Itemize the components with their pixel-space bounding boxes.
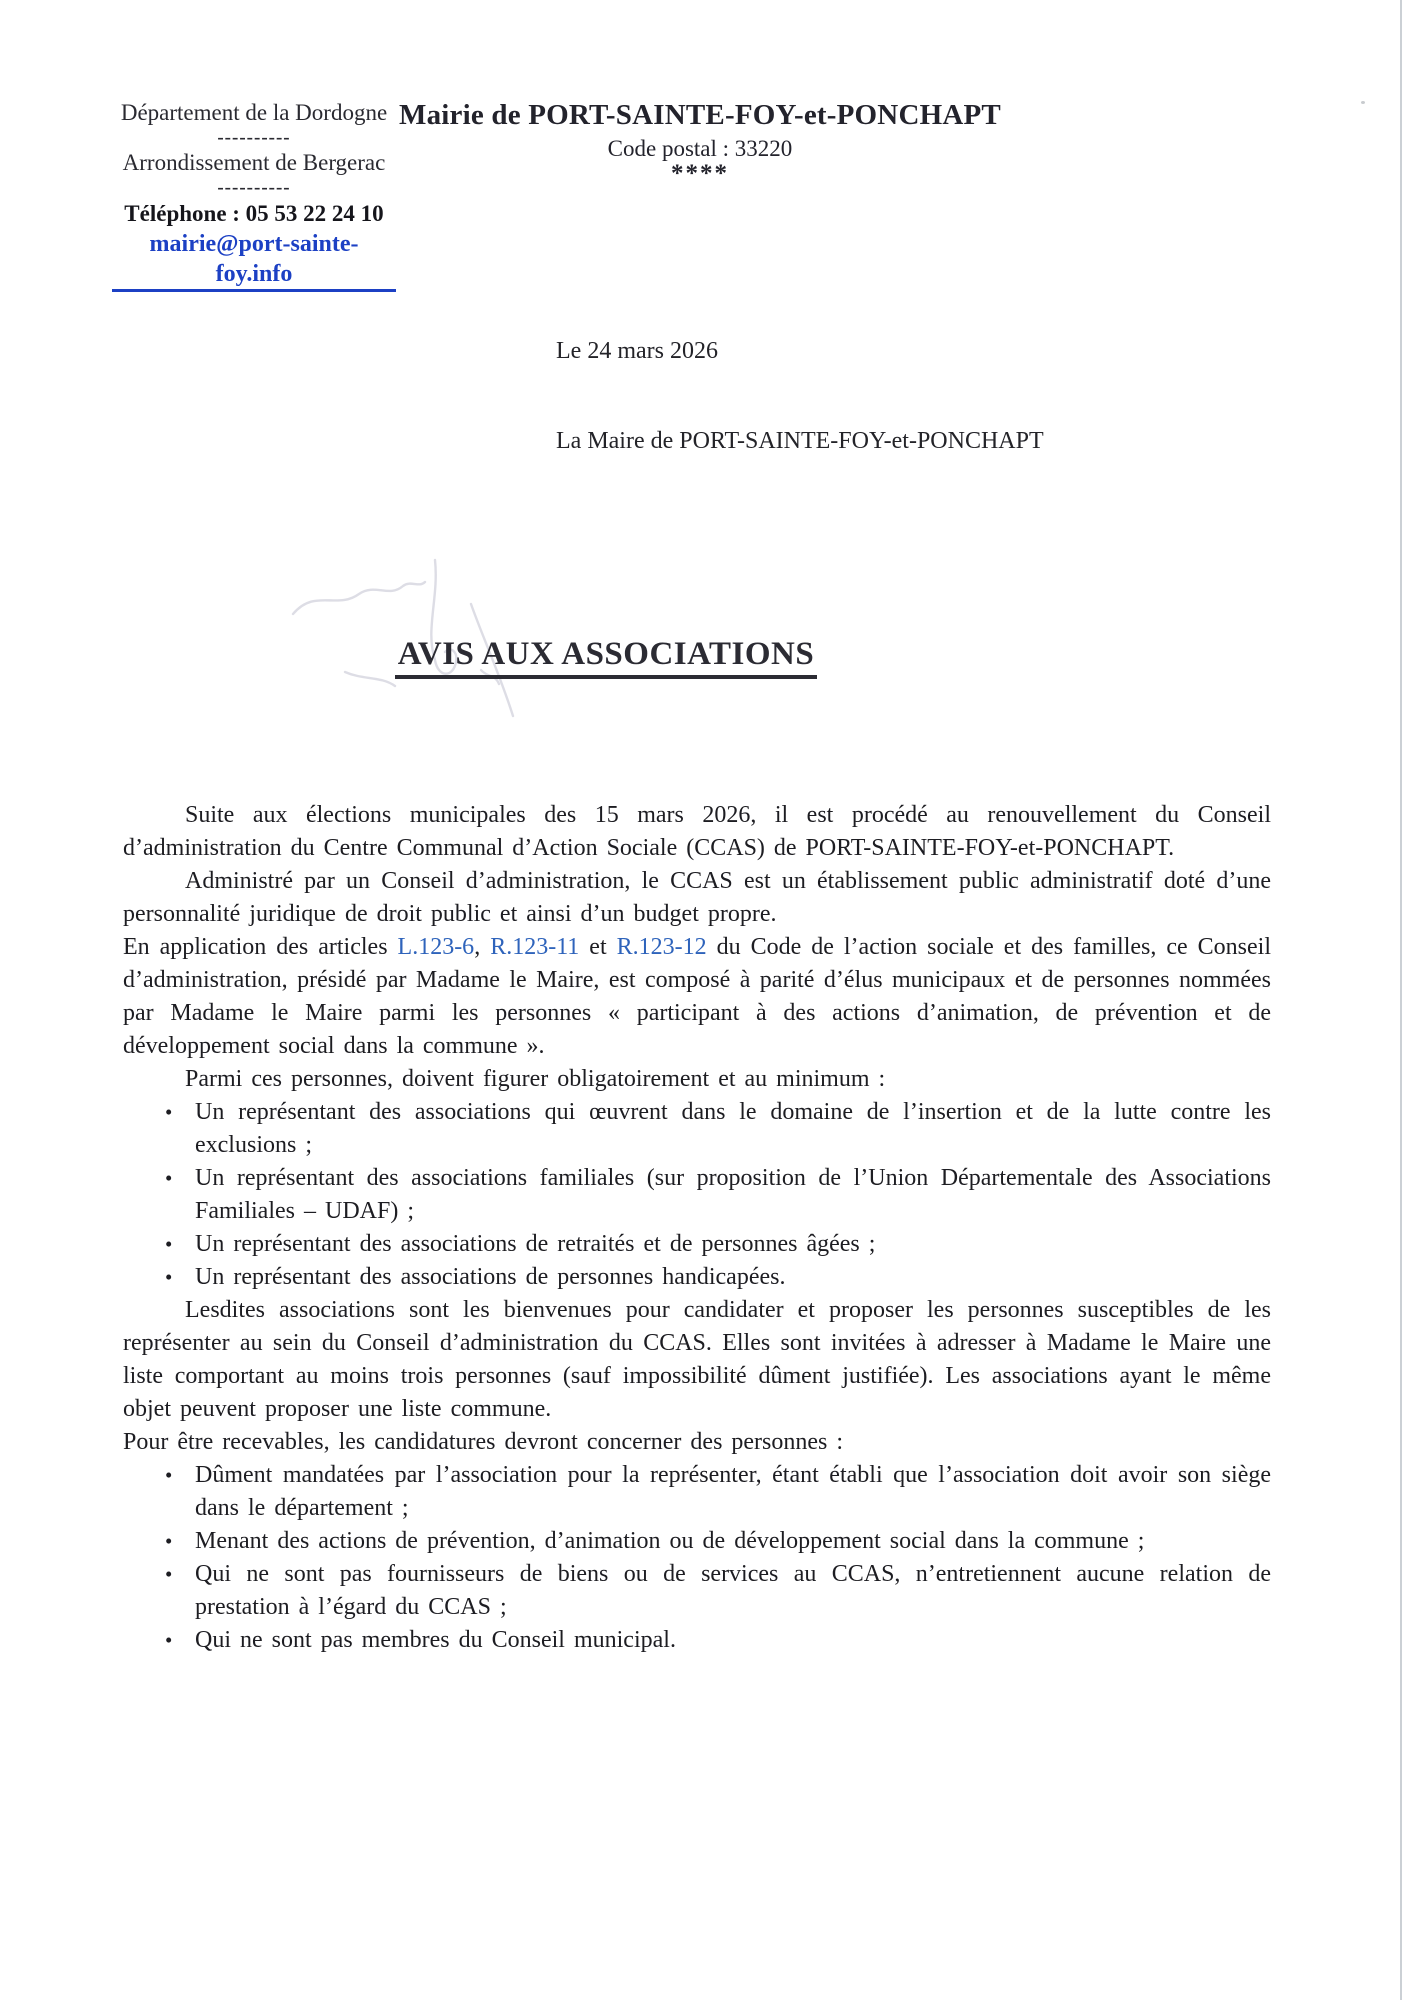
list-item (123, 1096, 1271, 1162)
paragraph-application-sep1: , (474, 934, 491, 960)
date-line: Le 24 mars 2026 (556, 338, 718, 364)
eligibility-conditions-list (123, 1459, 1271, 1657)
paragraph-lesdites: Lesdites associations sont les bienvenues pour candidater et proposer les personnes susceptibles de les représenter au sein du Conseil d’administration du CCAS. Elles sont invitées à adresser à Madame le Maire une liste comportant au moins trois personnes (sauf impossibilité dûment justifiée). Les associations ayant le même objet peuvent proposer une liste commune. (123, 1297, 1271, 1422)
paragraph-application (123, 931, 1271, 1063)
list-item (123, 1261, 1271, 1294)
bullet-icon: • (165, 1463, 173, 1487)
list-item (123, 1558, 1271, 1624)
bullet-icon: • (165, 1529, 173, 1553)
department-line: Département de la Dordogne (120, 100, 388, 125)
list-item (123, 1162, 1271, 1228)
list-item (123, 1459, 1271, 1525)
bullet-icon: • (165, 1562, 173, 1586)
letterhead-left (112, 98, 396, 292)
paragraph-renouvellement: Suite aux élections municipales des 15 mars 2026, il est procédé au renouvellement du Conseil d’administration du Centre Communal d’Action Sociale (CCAS) de PORT-SAINTE-FOY-et-PONCHAPT. (123, 802, 1271, 861)
paragraph-application-pre: En application des articles (123, 934, 398, 960)
dashed-separator: ---------- (217, 177, 291, 198)
paragraph-parmi: Parmi ces personnes, doivent figurer obligatoirement et au minimum : (185, 1066, 886, 1092)
scan-edge-line (1400, 0, 1402, 2000)
list-item-text: Dûment mandatées par l’association pour la représenter, étant établi que l’association doit avoir son siège dans le département ; (195, 1462, 1271, 1521)
required-representatives-list (123, 1096, 1271, 1294)
document-title-text: AVIS AUX ASSOCIATIONS (395, 636, 817, 679)
bullet-icon: • (165, 1166, 173, 1190)
dashed-separator: ---------- (217, 127, 291, 148)
postal-code-line: Code postal : 33220 (607, 136, 793, 161)
bullet-icon: • (165, 1628, 173, 1652)
article-link-l123-6[interactable]: L.123-6 (397, 934, 475, 960)
paragraph-recevables: Pour être recevables, les candidatures devront concerner des personnes : (123, 1429, 844, 1455)
paragraph-administre: Administré par un Conseil d’administration, le CCAS est un établissement public administratif doté d’une personnalité juridique de droit public et ainsi d’un budget propre. (123, 868, 1271, 927)
list-item-text: Menant des actions de prévention, d’animation ou de développement social dans la commune ; (195, 1528, 1145, 1554)
paragraph-application-post: du Code de l’action sociale et des familles, ce Conseil d’administration, présidé par Madame le Maire, est composé à parité d’élus municipaux et de personnes nommées par Madame le Maire parmi les personnes « participant à des actions d’animation, de prévention et de développement social dans la commune ». (123, 934, 1272, 1059)
list-item (123, 1525, 1271, 1558)
paragraph-application-sep2: et (579, 934, 617, 960)
article-link-r123-11[interactable]: R.123-11 (490, 934, 580, 960)
bullet-icon: • (165, 1232, 173, 1256)
email-link[interactable]: mairie@port-sainte-foy.info (112, 229, 396, 292)
list-item (123, 1624, 1271, 1657)
arrondissement-line: Arrondissement de Bergerac (122, 150, 386, 175)
letterhead-right (380, 96, 1020, 187)
list-item-text: Qui ne sont pas membres du Conseil municipal. (195, 1627, 676, 1653)
document-title (0, 636, 1212, 679)
bullet-icon: • (165, 1265, 173, 1289)
article-link-r123-12[interactable]: R.123-12 (616, 934, 707, 960)
bullet-icon: • (165, 1100, 173, 1124)
scan-speck (1361, 101, 1365, 104)
list-item-text: Un représentant des associations de personnes handicapées. (195, 1264, 786, 1290)
list-item-text: Un représentant des associations familiales (sur proposition de l’Union Départementale des Associations Familiales – UDAF) ; (195, 1165, 1271, 1224)
stars-separator: **** (671, 160, 729, 187)
list-item-text: Un représentant des associations de retraités et de personnes âgées ; (195, 1231, 876, 1257)
phone-line: Téléphone : 05 53 22 24 10 (124, 201, 384, 226)
list-item-text: Qui ne sont pas fournisseurs de biens ou de services au CCAS, n’entretiennent aucune relation de prestation à l’égard du CCAS ; (195, 1561, 1271, 1620)
letter-body (123, 799, 1271, 1657)
list-item-text: Un représentant des associations qui œuvrent dans le domaine de l’insertion et de la lutte contre les exclusions ; (195, 1099, 1271, 1158)
mairie-title: Mairie de PORT-SAINTE-FOY-et-PONCHAPT (399, 99, 1001, 131)
list-item (123, 1228, 1271, 1261)
sender-line: La Maire de PORT-SAINTE-FOY-et-PONCHAPT (556, 428, 1044, 454)
